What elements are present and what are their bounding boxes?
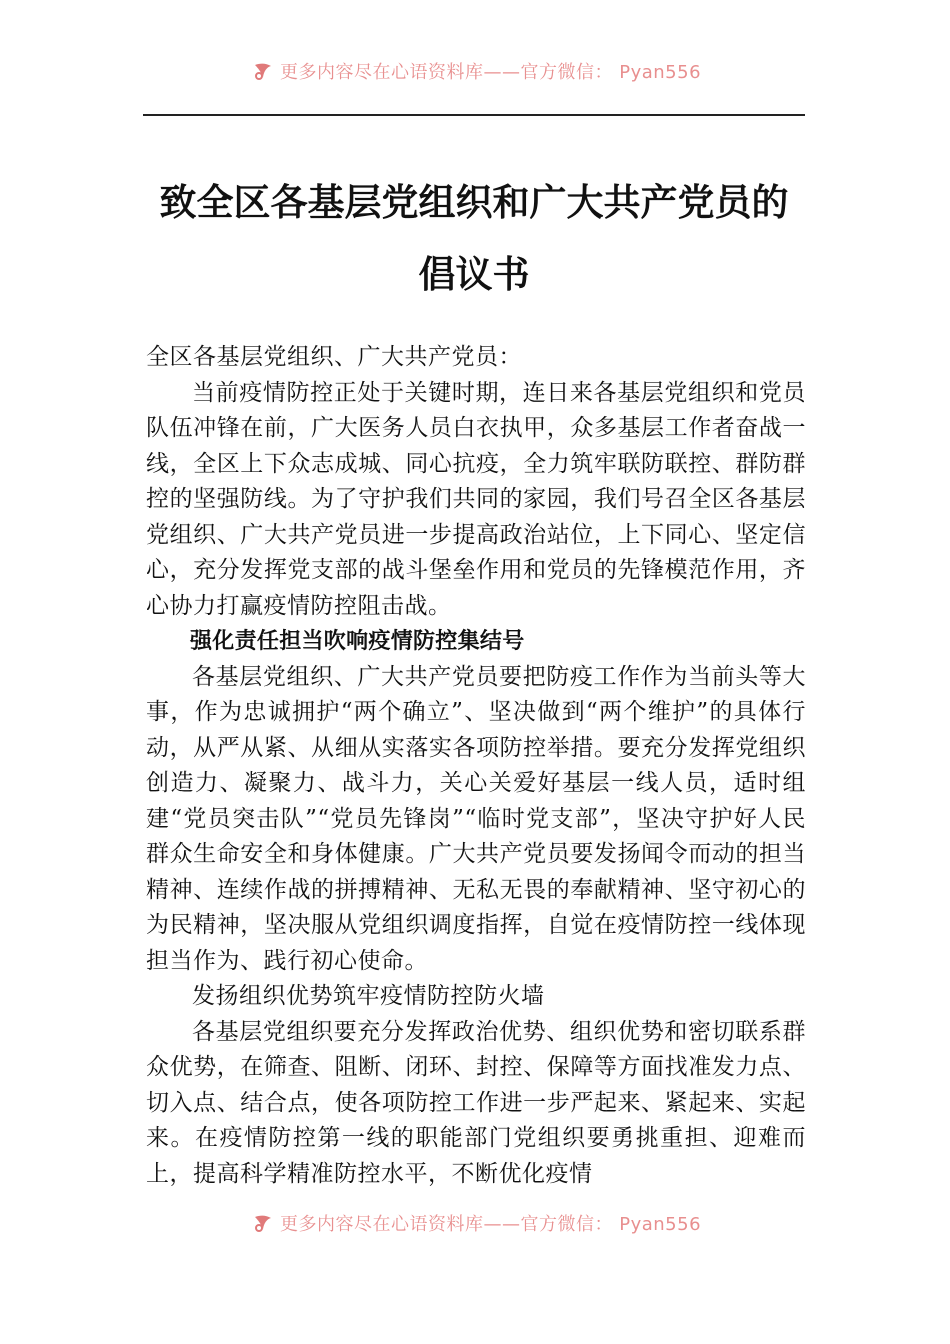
section1-heading: 强化责任担当吹响疫情防控集结号	[190, 629, 525, 654]
footer-watermark-text: 更多内容尽在心语资料库——官方微信： Pyan556	[280, 1214, 702, 1235]
intro-paragraph: 当前疫情防控正处于关键时期，连日来各基层党组织和党员队伍冲锋在前，广大医务人员白衣执甲，众多基层工作者奋战一线，全区上下众志成城、同心抗疫，全力筑牢联防联控、群防群控的坚强防线。为了守护我们共同的家园，我们号召全区各基层党组织、广大共产党员进一步提高政治站位，上下同心、坚定信心，充分发挥党支部的战斗堡垒作用和党员的先锋模范作用，齐心协力打赢疫情防控阻击战。	[146, 379, 806, 619]
logo-icon	[252, 61, 274, 81]
header-divider	[143, 114, 805, 116]
header-watermark	[252, 58, 701, 84]
section2-heading: 发扬组织优势筑牢疫情防控防火墙	[192, 983, 545, 1009]
salutation: 全区各基层党组织、广大共产党员：	[146, 344, 522, 370]
document-title: 致全区各基层党组织和广大共产党员的倡议书	[159, 180, 789, 296]
header-watermark-text: 更多内容尽在心语资料库——官方微信： Pyan556	[280, 62, 702, 83]
footer-watermark	[252, 1210, 701, 1236]
section1-paragraph: 各基层党组织、广大共产党员要把防疫工作作为当前头等大事，作为忠诚拥护“两个确立”、坚决做到“两个维护”的具体行动，从严从紧、从细从实落实各项防控举措。要充分发挥党组织创造力、凝聚力、战斗力，关心关爱好基层一线人员，适时组建“党员突击队”“党员先锋岗”“临时党支部”，坚决守护好人民群众生命安全和身体健康。广大共产党员要发扬闻令而动的担当精神、连续作战的拼搏精神、无私无畏的奉献精神、坚守初心的为民精神，坚决服从党组织调度指挥，自觉在疫情防控一线体现担当作为、践行初心使命。	[146, 663, 806, 974]
section2-paragraph: 各基层党组织要充分发挥政治优势、组织优势和密切联系群众优势，在筛查、阻断、闭环、封控、保障等方面找准发力点、切入点、结合点，使各项防控工作进一步严起来、紧起来、实起来。在疫情防控第一线的职能部门党组织要勇挑重担、迎难而上，提高科学精准防控水平，不断优化疫情	[146, 1018, 806, 1187]
logo-icon	[252, 1213, 274, 1233]
document-body	[146, 340, 806, 1192]
